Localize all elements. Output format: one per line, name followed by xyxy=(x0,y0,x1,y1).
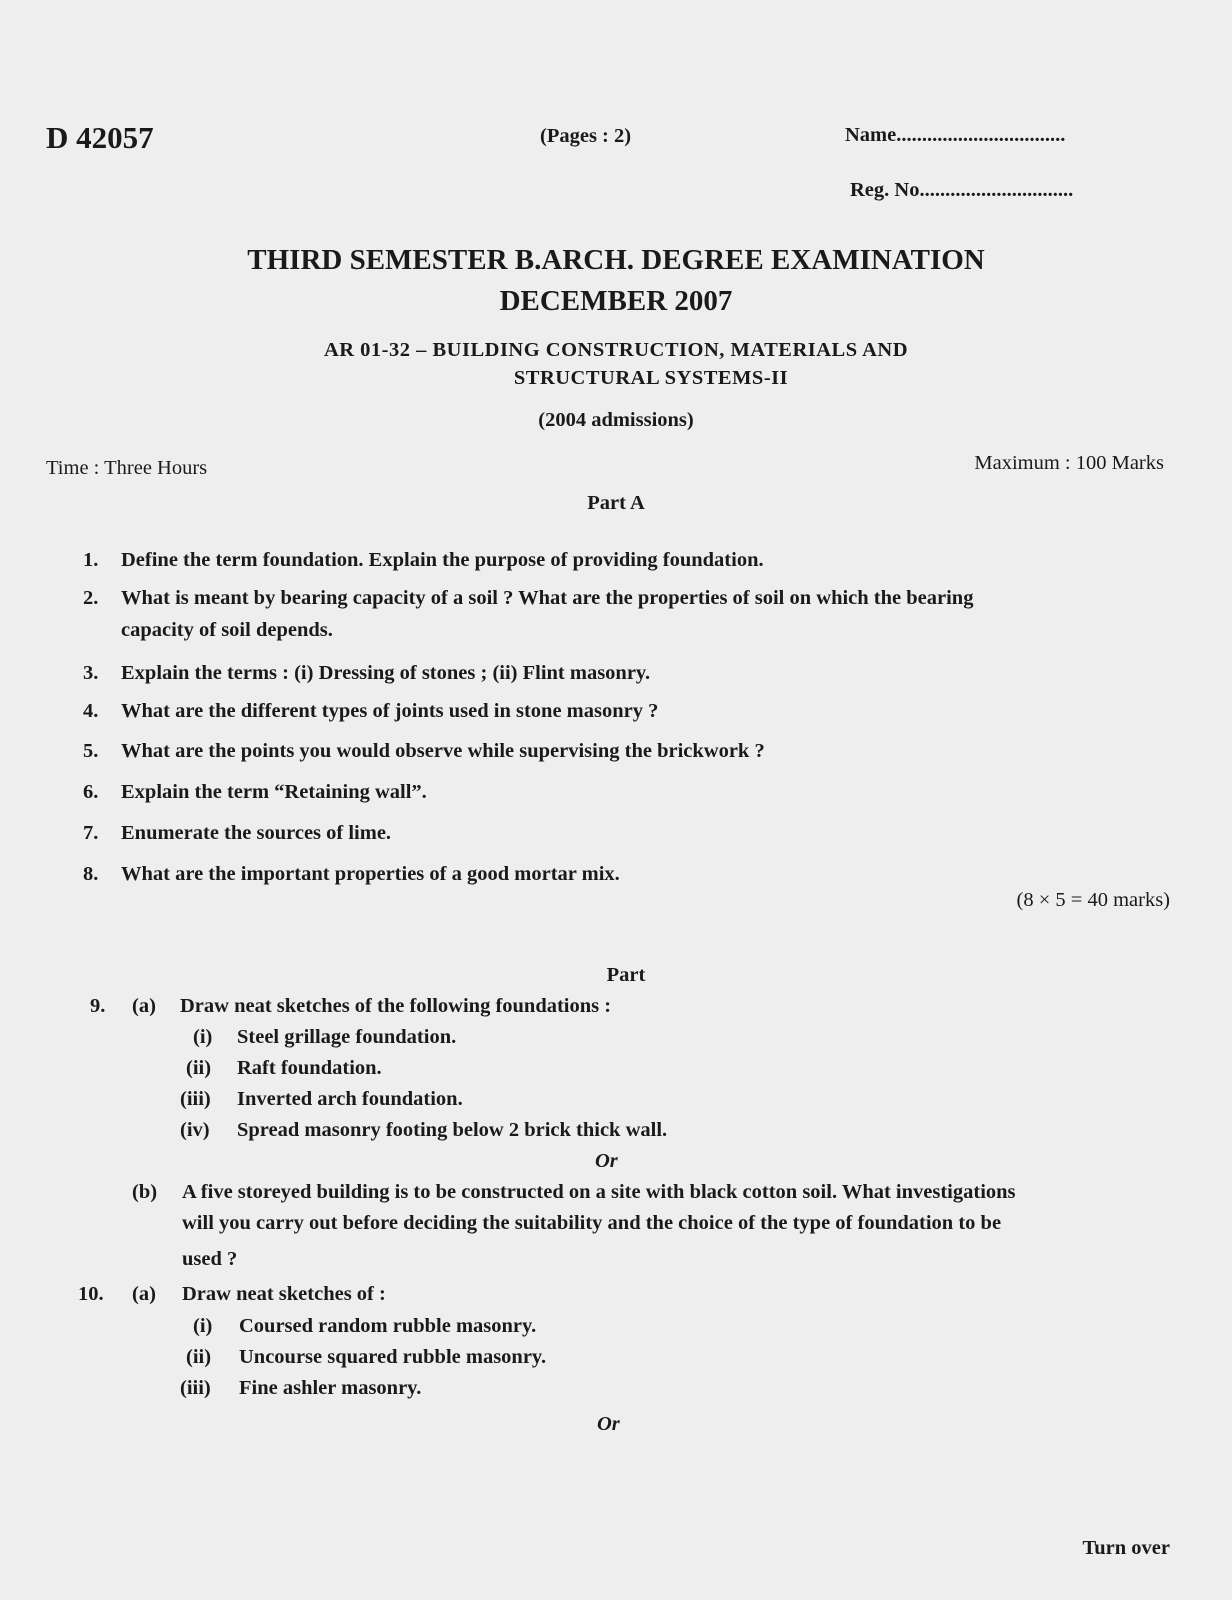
q-number: 5. xyxy=(83,740,99,762)
item-number: (i) xyxy=(193,1315,213,1337)
part-a-marks: (8 × 5 = 40 marks) xyxy=(1016,889,1170,911)
q-number: 6. xyxy=(83,781,99,803)
part-b-heading: Part xyxy=(606,964,646,986)
item-number: (iii) xyxy=(180,1377,211,1399)
q-number: 1. xyxy=(83,549,99,571)
item-number: (ii) xyxy=(186,1346,212,1368)
question-text: What is meant by bearing capacity of a soil ? What are the properties of soil on which the bearing xyxy=(121,587,974,609)
question-text: What are the points you would observe while supervising the brickwork ? xyxy=(121,740,765,762)
question-text-cont: capacity of soil depends. xyxy=(121,619,333,641)
or-separator: Or xyxy=(595,1150,618,1172)
or-separator: Or xyxy=(597,1413,620,1435)
item-text: Raft foundation. xyxy=(237,1057,382,1079)
sub-label: (a) xyxy=(132,1283,156,1305)
reg-no-field: Reg. No.............................. xyxy=(850,179,1074,201)
q-number: 4. xyxy=(83,700,99,722)
item-text: Coursed random rubble masonry. xyxy=(239,1315,537,1337)
question-text: What are the important properties of a good mortar mix. xyxy=(121,863,620,885)
time-allowed: Time : Three Hours xyxy=(46,457,208,479)
q-number: 9. xyxy=(90,995,106,1017)
item-text: Spread masonry footing below 2 brick thick wall. xyxy=(237,1119,668,1141)
question-text: Explain the term “Retaining wall”. xyxy=(121,781,427,803)
q-number: 8. xyxy=(83,863,99,885)
exam-title: THIRD SEMESTER B.ARCH. DEGREE EXAMINATION xyxy=(247,244,985,276)
item-text: Steel grillage foundation. xyxy=(237,1026,457,1048)
question-text: will you carry out before deciding the suitability and the choice of the type of foundation to be xyxy=(182,1212,1002,1234)
exam-date: DECEMBER 2007 xyxy=(499,285,733,317)
question-text: Draw neat sketches of the following foundations : xyxy=(180,995,612,1017)
question-text: used ? xyxy=(182,1248,238,1270)
question-text: Define the term foundation. Explain the purpose of providing foundation. xyxy=(121,549,764,571)
item-text: Fine ashler masonry. xyxy=(239,1377,422,1399)
subject-line-2: STRUCTURAL SYSTEMS-II xyxy=(513,367,789,389)
item-text: Uncourse squared rubble masonry. xyxy=(239,1346,547,1368)
q-number: 10. xyxy=(78,1283,104,1305)
item-number: (ii) xyxy=(186,1057,212,1079)
pages-count: (Pages : 2) xyxy=(540,125,632,147)
question-text: Enumerate the sources of lime. xyxy=(121,822,392,844)
question-text: What are the different types of joints used in stone masonry ? xyxy=(121,700,659,722)
turn-over: Turn over xyxy=(1082,1537,1170,1559)
admissions: (2004 admissions) xyxy=(538,409,694,431)
paper-code: D 42057 xyxy=(46,120,154,155)
item-number: (iii) xyxy=(180,1088,211,1110)
q-number: 2. xyxy=(83,587,99,609)
question-text: A five storeyed building is to be constructed on a site with black cotton soil. What investigations xyxy=(182,1181,1016,1203)
item-number: (i) xyxy=(193,1026,213,1048)
item-text: Inverted arch foundation. xyxy=(237,1088,463,1110)
sub-label: (b) xyxy=(132,1181,158,1203)
subject-line-1: AR 01-32 – BUILDING CONSTRUCTION, MATERIALS AND xyxy=(323,339,909,361)
question-text: Draw neat sketches of : xyxy=(182,1283,386,1305)
question-text: Explain the terms : (i) Dressing of stones ; (ii) Flint masonry. xyxy=(121,662,651,684)
part-a-heading: Part A xyxy=(587,492,645,514)
max-marks: Maximum : 100 Marks xyxy=(974,452,1164,474)
q-number: 3. xyxy=(83,662,99,684)
sub-label: (a) xyxy=(132,995,156,1017)
q-number: 7. xyxy=(83,822,99,844)
name-field: Name................................. xyxy=(845,124,1066,146)
item-number: (iv) xyxy=(180,1119,210,1141)
